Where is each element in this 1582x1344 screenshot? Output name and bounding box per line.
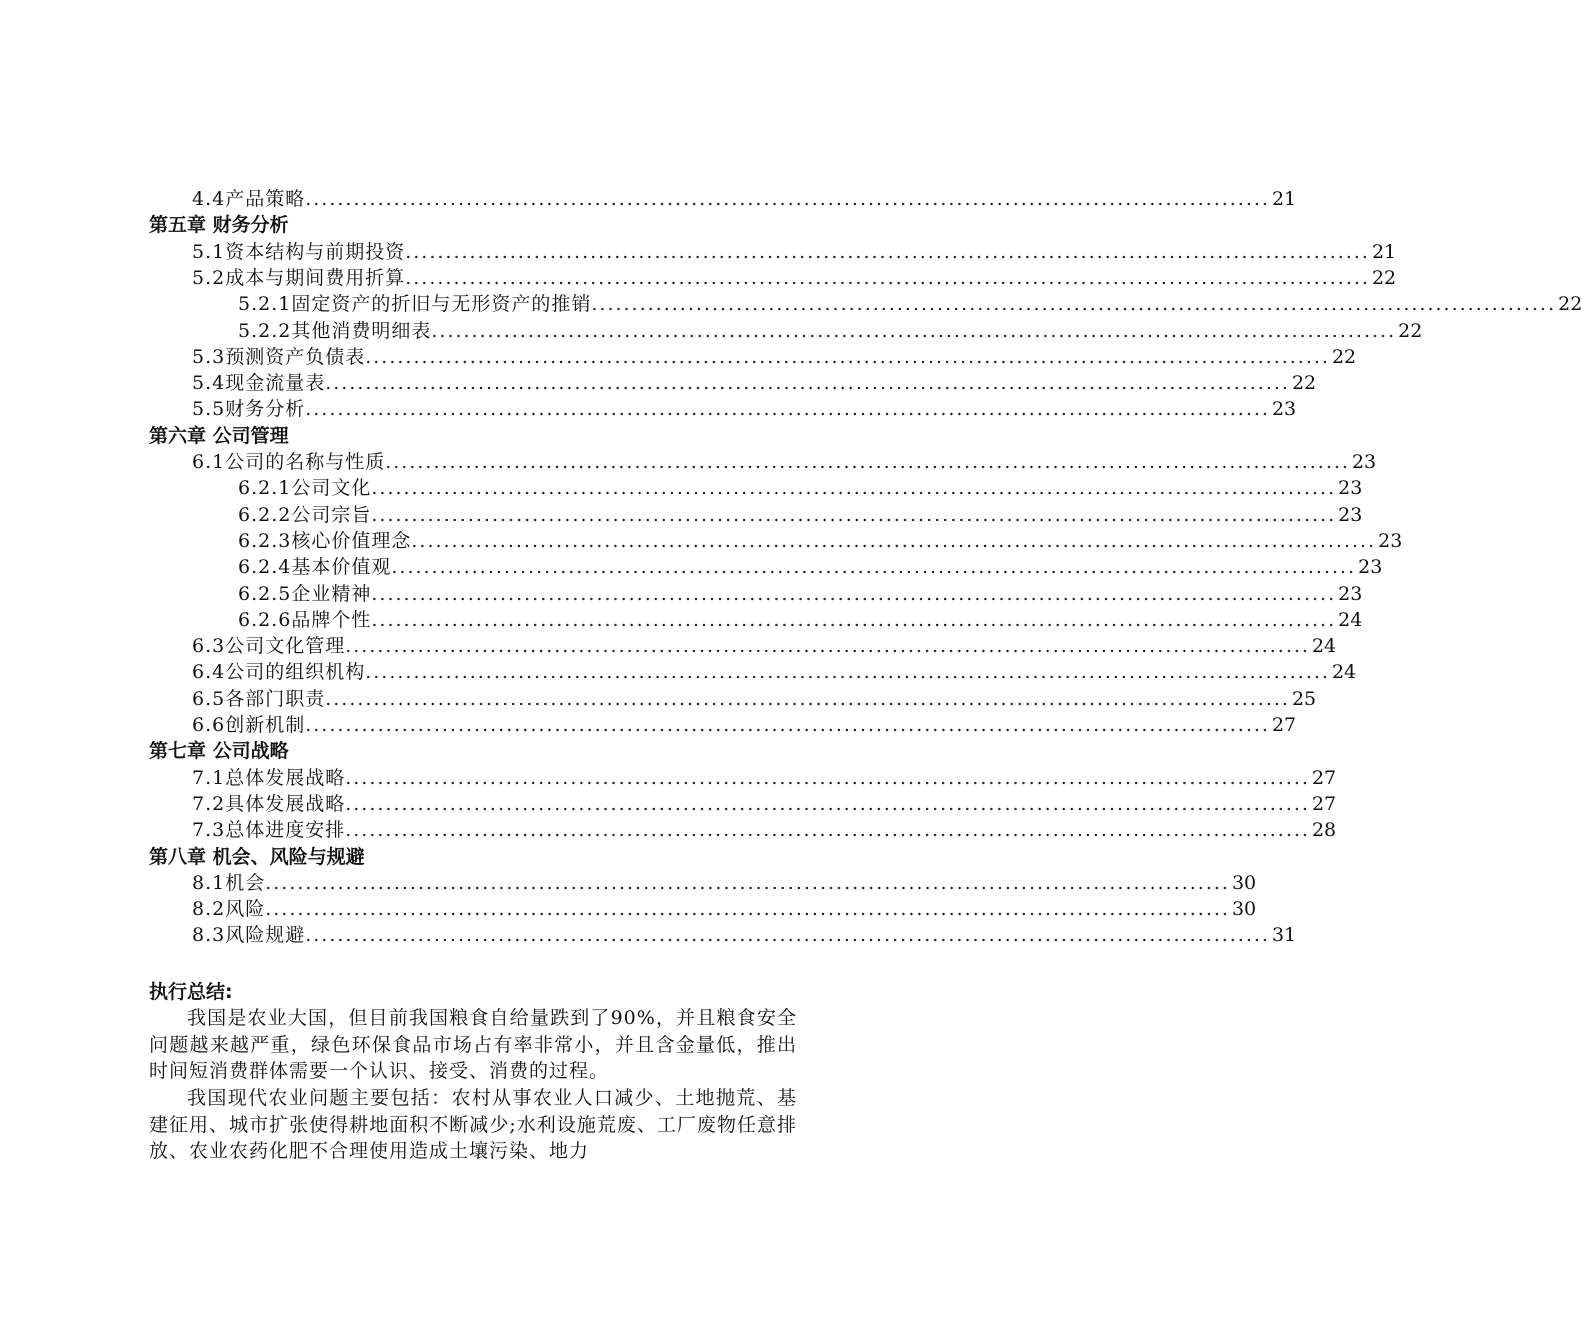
toc-page-number: 23 <box>1358 556 1383 579</box>
toc-leader-dots: ........................................................................................................................ <box>371 477 1337 500</box>
toc-entry-label: 6.2.4基本价值观 <box>238 556 392 579</box>
toc-entry[interactable] <box>192 265 1397 291</box>
toc-page-number: 23 <box>1338 582 1363 605</box>
toc-page-number: 21 <box>1271 188 1297 210</box>
toc-page-number: 21 <box>1371 240 1397 263</box>
summary-paragraph-2: 我国现代农业问题主要包括：农村从事农业人口减少、土地抛荒、基建征用、城市扩张使得耕地面积不断减少;水利设施荒废、工厂废物任意排放、农业农药化肥不合理使用造成土壤污染、地力 <box>149 1087 797 1162</box>
toc-leader-dots: ........................................................................................................................ <box>405 240 1370 263</box>
toc-page-number: 27 <box>1271 714 1297 736</box>
toc-entry-label: 7.2具体发展战略 <box>192 792 346 815</box>
toc-entry-label: 6.2.5企业精神 <box>238 582 372 605</box>
toc-leader-dots: ........................................................................................................................ <box>265 898 1230 921</box>
toc-entry-label: 6.2.1公司文化 <box>238 477 372 500</box>
summary-paragraph-1: 我国是农业大国，但目前我国粮食自给量跌到了90%，并且粮食安全问题越来越严重，绿色环保食品市场占有率非常小，并且含金量低，推出时间短消费群体需要一个认识、接受、消费的过程。 <box>149 1007 797 1082</box>
toc-page-number: 31 <box>1271 924 1297 947</box>
toc-entry-label: 5.4现金流量表 <box>192 372 326 395</box>
toc-leader-dots: ........................................................................................................................ <box>591 293 1557 316</box>
toc-page-number: 22 <box>1371 266 1397 289</box>
toc-entry-label: 7.3总体进度安排 <box>192 819 346 842</box>
toc-entry[interactable] <box>192 870 1257 896</box>
toc-entry-label: 5.5财务分析 <box>192 398 306 421</box>
toc-page-number: 22 <box>1558 293 1582 316</box>
toc-entry[interactable] <box>192 896 1257 922</box>
toc-chapter-heading: 第六章 公司管理 <box>149 424 289 447</box>
toc-page-number: 30 <box>1231 898 1257 921</box>
toc-leader-dots: ........................................................................................................................ <box>325 687 1290 710</box>
toc-entry[interactable] <box>192 370 1317 396</box>
toc-page-number: 22 <box>1331 345 1357 368</box>
toc-leader-dots: ........................................................................................................................ <box>371 582 1337 605</box>
toc-leader-dots: ........................................................................................................................ <box>305 714 1270 736</box>
toc-entry[interactable] <box>238 528 1403 554</box>
toc-entry[interactable] <box>192 686 1317 712</box>
toc-page-number: 23 <box>1378 529 1403 552</box>
toc-entry[interactable] <box>192 396 1297 422</box>
toc-page-number: 23 <box>1338 503 1363 526</box>
toc-page-number: 24 <box>1331 661 1357 684</box>
toc-entry[interactable] <box>192 186 1297 212</box>
toc-leader-dots: ........................................................................................................................ <box>431 319 1397 342</box>
toc-entry[interactable] <box>192 633 1337 659</box>
toc-page-number: 23 <box>1338 477 1363 500</box>
toc-page-number: 22 <box>1398 319 1423 342</box>
toc-entry-label: 8.1机会 <box>192 871 266 894</box>
toc-entry-label: 5.3预测资产负债表 <box>192 345 366 368</box>
toc-entry-label: 6.5各部门职责 <box>192 687 326 710</box>
toc-page-number: 22 <box>1291 372 1317 395</box>
toc-entry[interactable] <box>192 791 1337 817</box>
toc-page-number: 23 <box>1351 451 1377 473</box>
toc-chapter-heading: 第七章 公司战略 <box>149 740 289 763</box>
toc-entry-label: 6.2.2公司宗旨 <box>238 503 372 526</box>
toc-entry[interactable] <box>192 922 1297 948</box>
toc-page-number: 27 <box>1311 766 1337 789</box>
toc-entry-label: 6.2.3核心价值理念 <box>238 529 412 552</box>
summary-heading: 执行总结: <box>149 981 233 1003</box>
toc-leader-dots: ........................................................................................................................ <box>371 608 1337 631</box>
toc-entry[interactable] <box>238 475 1363 501</box>
toc-leader-dots: ........................................................................................................................ <box>305 924 1270 947</box>
toc-entry[interactable] <box>192 712 1297 738</box>
toc-entry[interactable] <box>238 554 1383 580</box>
toc-leader-dots: ........................................................................................................................ <box>345 766 1310 789</box>
toc-leader-dots: ........................................................................................................................ <box>405 266 1370 289</box>
toc-leader-dots: ........................................................................................................................ <box>371 503 1337 526</box>
toc-entry[interactable] <box>192 765 1337 791</box>
toc-page-number: 24 <box>1338 608 1363 631</box>
toc-entry-label: 6.1公司的名称与性质 <box>192 451 386 473</box>
toc-entry-label: 5.2.1固定资产的折旧与无形资产的推销 <box>238 293 592 316</box>
toc-page-number: 25 <box>1291 687 1317 710</box>
toc-entry[interactable] <box>238 502 1363 528</box>
toc-chapter-heading: 第五章 财务分析 <box>149 214 289 237</box>
toc-entry-label: 7.1总体发展战略 <box>192 766 346 789</box>
toc-entry[interactable] <box>192 817 1337 843</box>
toc-leader-dots: ........................................................................................................................ <box>385 451 1350 473</box>
toc-page-number: 28 <box>1311 819 1337 842</box>
toc-page-number: 23 <box>1271 398 1297 421</box>
toc-entry[interactable] <box>192 449 1377 475</box>
toc-leader-dots: ........................................................................................................................ <box>265 871 1230 894</box>
toc-entry[interactable] <box>192 344 1357 370</box>
toc-leader-dots: ........................................................................................................................ <box>365 345 1330 368</box>
toc-entry-label: 6.6创新机制 <box>192 714 306 736</box>
toc-leader-dots: ........................................................................................................................ <box>365 661 1330 684</box>
toc-chapter-heading: 第八章 机会、风险与规避 <box>149 845 365 868</box>
toc-entry-label: 5.2成本与期间费用折算 <box>192 266 406 289</box>
toc-entry[interactable] <box>238 607 1363 633</box>
toc-entry-label: 6.4公司的组织机构 <box>192 661 366 684</box>
toc-leader-dots: ........................................................................................................................ <box>305 188 1270 210</box>
toc-leader-dots: ........................................................................................................................ <box>345 819 1310 842</box>
toc-entry-label: 6.3公司文化管理 <box>192 635 346 658</box>
toc-leader-dots: ........................................................................................................................ <box>305 398 1270 421</box>
toc-entry-label: 6.2.6品牌个性 <box>238 608 372 631</box>
toc-leader-dots: ........................................................................................................................ <box>391 556 1357 579</box>
toc-leader-dots: ........................................................................................................................ <box>411 529 1377 552</box>
toc-page-number: 30 <box>1231 871 1257 894</box>
toc-entry-label: 8.2风险 <box>192 898 266 921</box>
toc-entry[interactable] <box>238 318 1423 344</box>
toc-page-number: 24 <box>1311 635 1337 658</box>
toc-leader-dots: ........................................................................................................................ <box>325 372 1290 395</box>
toc-entry[interactable] <box>238 581 1363 607</box>
toc-leader-dots: ........................................................................................................................ <box>345 635 1310 658</box>
toc-page-number: 27 <box>1311 792 1337 815</box>
toc-entry-label: 8.3风险规避 <box>192 924 306 947</box>
toc-entry-label: 4.4产品策略 <box>192 188 306 210</box>
toc-leader-dots: ........................................................................................................................ <box>345 792 1310 815</box>
toc-entry-label: 5.1资本结构与前期投资 <box>192 240 406 263</box>
toc-entry[interactable] <box>192 659 1357 685</box>
toc-entry-label: 5.2.2其他消费明细表 <box>238 319 432 342</box>
toc-entry[interactable] <box>238 291 1582 317</box>
toc-entry[interactable] <box>192 239 1397 265</box>
